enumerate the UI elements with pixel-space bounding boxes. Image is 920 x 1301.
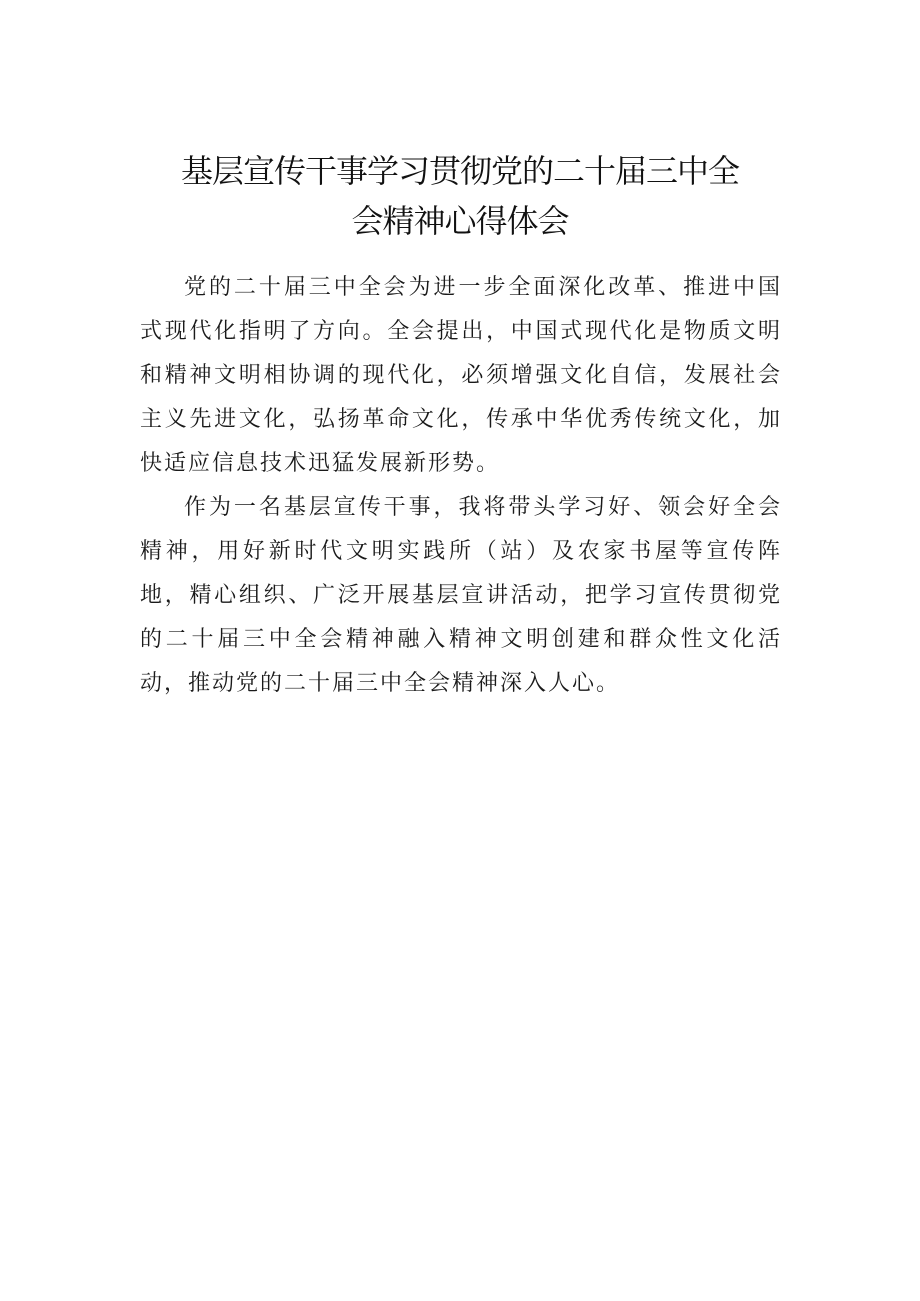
paragraph-2: 作为一名基层宣传干事，我将带头学习好、领会好全会精神，用好新时代文明实践所（站）及农家书屋等宣传阵地，精心组织、广泛开展基层宣讲活动，把学习宣传贯彻党的二十届三中全会精神融入精神文明创建和群众性文化活动，推动党的二十届三中全会精神深入人心。 [140,495,782,696]
document-title [140,146,780,246]
document-body [140,266,782,706]
title-line-1: 基层宣传干事学习贯彻党的二十届三中全 [180,152,739,190]
title-line-2: 会精神心得体会 [351,202,569,240]
paragraph-1: 党的二十届三中全会为进一步全面深化改革、推进中国式现代化指明了方向。全会提出，中国式现代化是物质文明和精神文明相协调的现代化，必须增强文化自信，发展社会主义先进文化，弘扬革命文化，传承中华优秀传统文化，加快适应信息技术迅猛发展新形势。 [140,275,782,476]
